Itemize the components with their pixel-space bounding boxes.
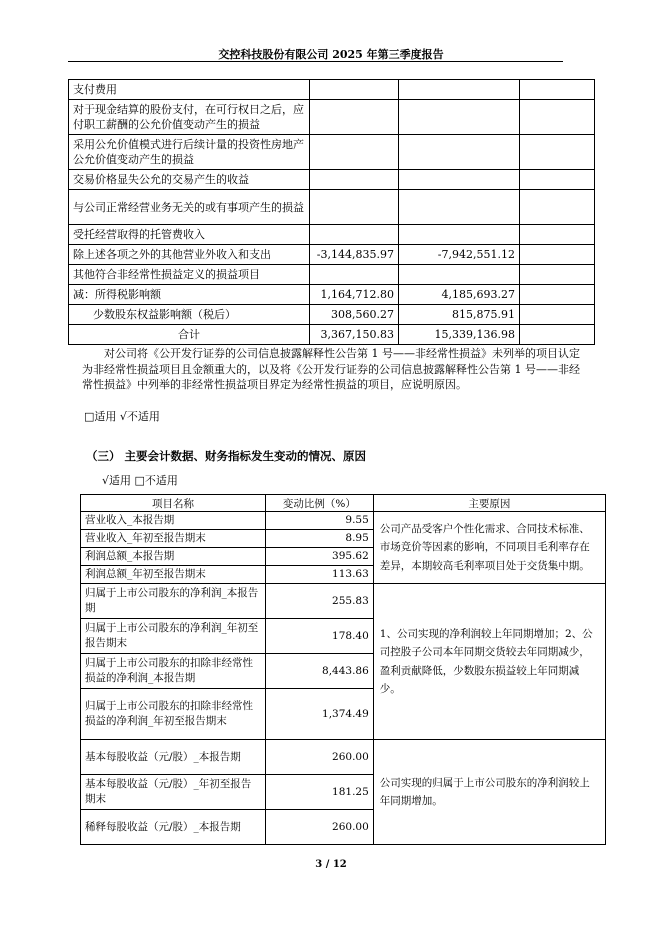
table-row: 与公司正常经营业务无关的或有事项产生的损益 (69, 190, 595, 225)
table-row: 归属于上市公司股东的净利润_年初至报告期末 178.40 (81, 619, 606, 654)
table-row: 利润总额_年初至报告期末 113.63 (81, 566, 606, 584)
page-header: 交控科技股份有限公司 2025 年第三季度报告 (218, 48, 444, 61)
table-row: 基本每股收益（元/股）_年初至报告期末 181.25 (81, 775, 606, 810)
page-number: 3 / 12 (315, 859, 347, 870)
table-row: 除上述各项之外的其他营业外收入和支出 -3,144,835.97 -7,942,551.12 (69, 245, 595, 265)
applicability-checkbox-2: √适用 □不适用 (102, 474, 178, 487)
table-row: 减：所得税影响额 1,164,712.80 4,185,693.27 (69, 285, 595, 305)
header-divider (68, 61, 563, 62)
table-row: 基本每股收益（元/股）_本报告期 260.00 公司实现的归属于上市公司股东的净利润较上年同期增加。 (81, 740, 606, 775)
non-recurring-gains-table (68, 79, 595, 345)
table-row: 利润总额_本报告期 395.62 (81, 548, 606, 566)
table-row: 采用公允价值模式进行后续计量的投资性房地产公允价值变动产生的损益 (69, 135, 595, 170)
applicability-checkbox-1: □适用 √不适用 (84, 410, 160, 423)
reason-cell: 公司实现的归属于上市公司股东的净利润较上年同期增加。 (373, 740, 605, 845)
reason-cell: 1、公司实现的净利润较上年同期增加；2、公司控股子公司本年同期交货较去年同期减少，盈利贡献降低，少数股东损益较上年同期减少。 (373, 584, 605, 740)
table-header-row (81, 495, 606, 512)
column-header: 项目名称 (81, 495, 266, 512)
indicator-change-table (80, 494, 606, 845)
column-header: 主要原因 (373, 495, 605, 512)
table-row: 交易价格显失公允的交易产生的收益 (69, 170, 595, 190)
table-row: 支付费用 (69, 80, 595, 100)
table-row: 其他符合非经常性损益定义的损益项目 (69, 265, 595, 285)
table-row: 稀释每股收益（元/股）_本报告期 260.00 (81, 810, 606, 845)
table-row: 受托经营取得的托管费收入 (69, 225, 595, 245)
reason-cell: 公司产品受客户个性化需求、合同技术标准、市场竞价等因素的影响，不同项目毛利率存在差异，本期较高毛利率项目处于交货集中期。 (373, 512, 605, 584)
section-title: （三） 主要会计数据、财务指标发生变动的情况、原因 (86, 449, 367, 463)
column-header: 变动比例（%） (265, 495, 373, 512)
table-row: 归属于上市公司股东的净利润_本报告期 255.83 1、公司实现的净利润较上年同期增加；2、公司控股子公司本年同期交货较去年同期减少，盈利贡献降低，少数股东损益较上年同期减少。 (81, 584, 606, 619)
table-row: 归属于上市公司股东的扣除非经常性损益的净利润_年初至报告期末 1,374.49 (81, 689, 606, 740)
table-row: 少数股东权益影响额（税后） 308,560.27 815,875.91 (69, 305, 595, 325)
disclosure-note: 对公司将《公开发行证券的公司信息披露解释性公告第 1 号——非经常性损益》未列举的项目认定为非经常性损益项目且金额重大的，以及将《公开发行证券的公司信息披露解释性公告第 1 号——非经常性损益》中列举的非经常性损益项目界定为经常性损益的项目，应说明原因。 (82, 347, 580, 391)
table-row: 归属于上市公司股东的扣除非经常性损益的净利润_本报告期 8,443.86 (81, 654, 606, 689)
table-row: 对于现金结算的股份支付，在可行权日之后，应付职工薪酬的公允价值变动产生的损益 (69, 100, 595, 135)
table-row: 营业收入_年初至报告期末 8.95 (81, 530, 606, 548)
table-row: 合计 3,367,150.83 15,339,136.98 (69, 325, 595, 345)
table-row: 营业收入_本报告期 9.55 公司产品受客户个性化需求、合同技术标准、市场竞价等因素的影响，不同项目毛利率存在差异，本期较高毛利率项目处于交货集中期。 (81, 512, 606, 530)
